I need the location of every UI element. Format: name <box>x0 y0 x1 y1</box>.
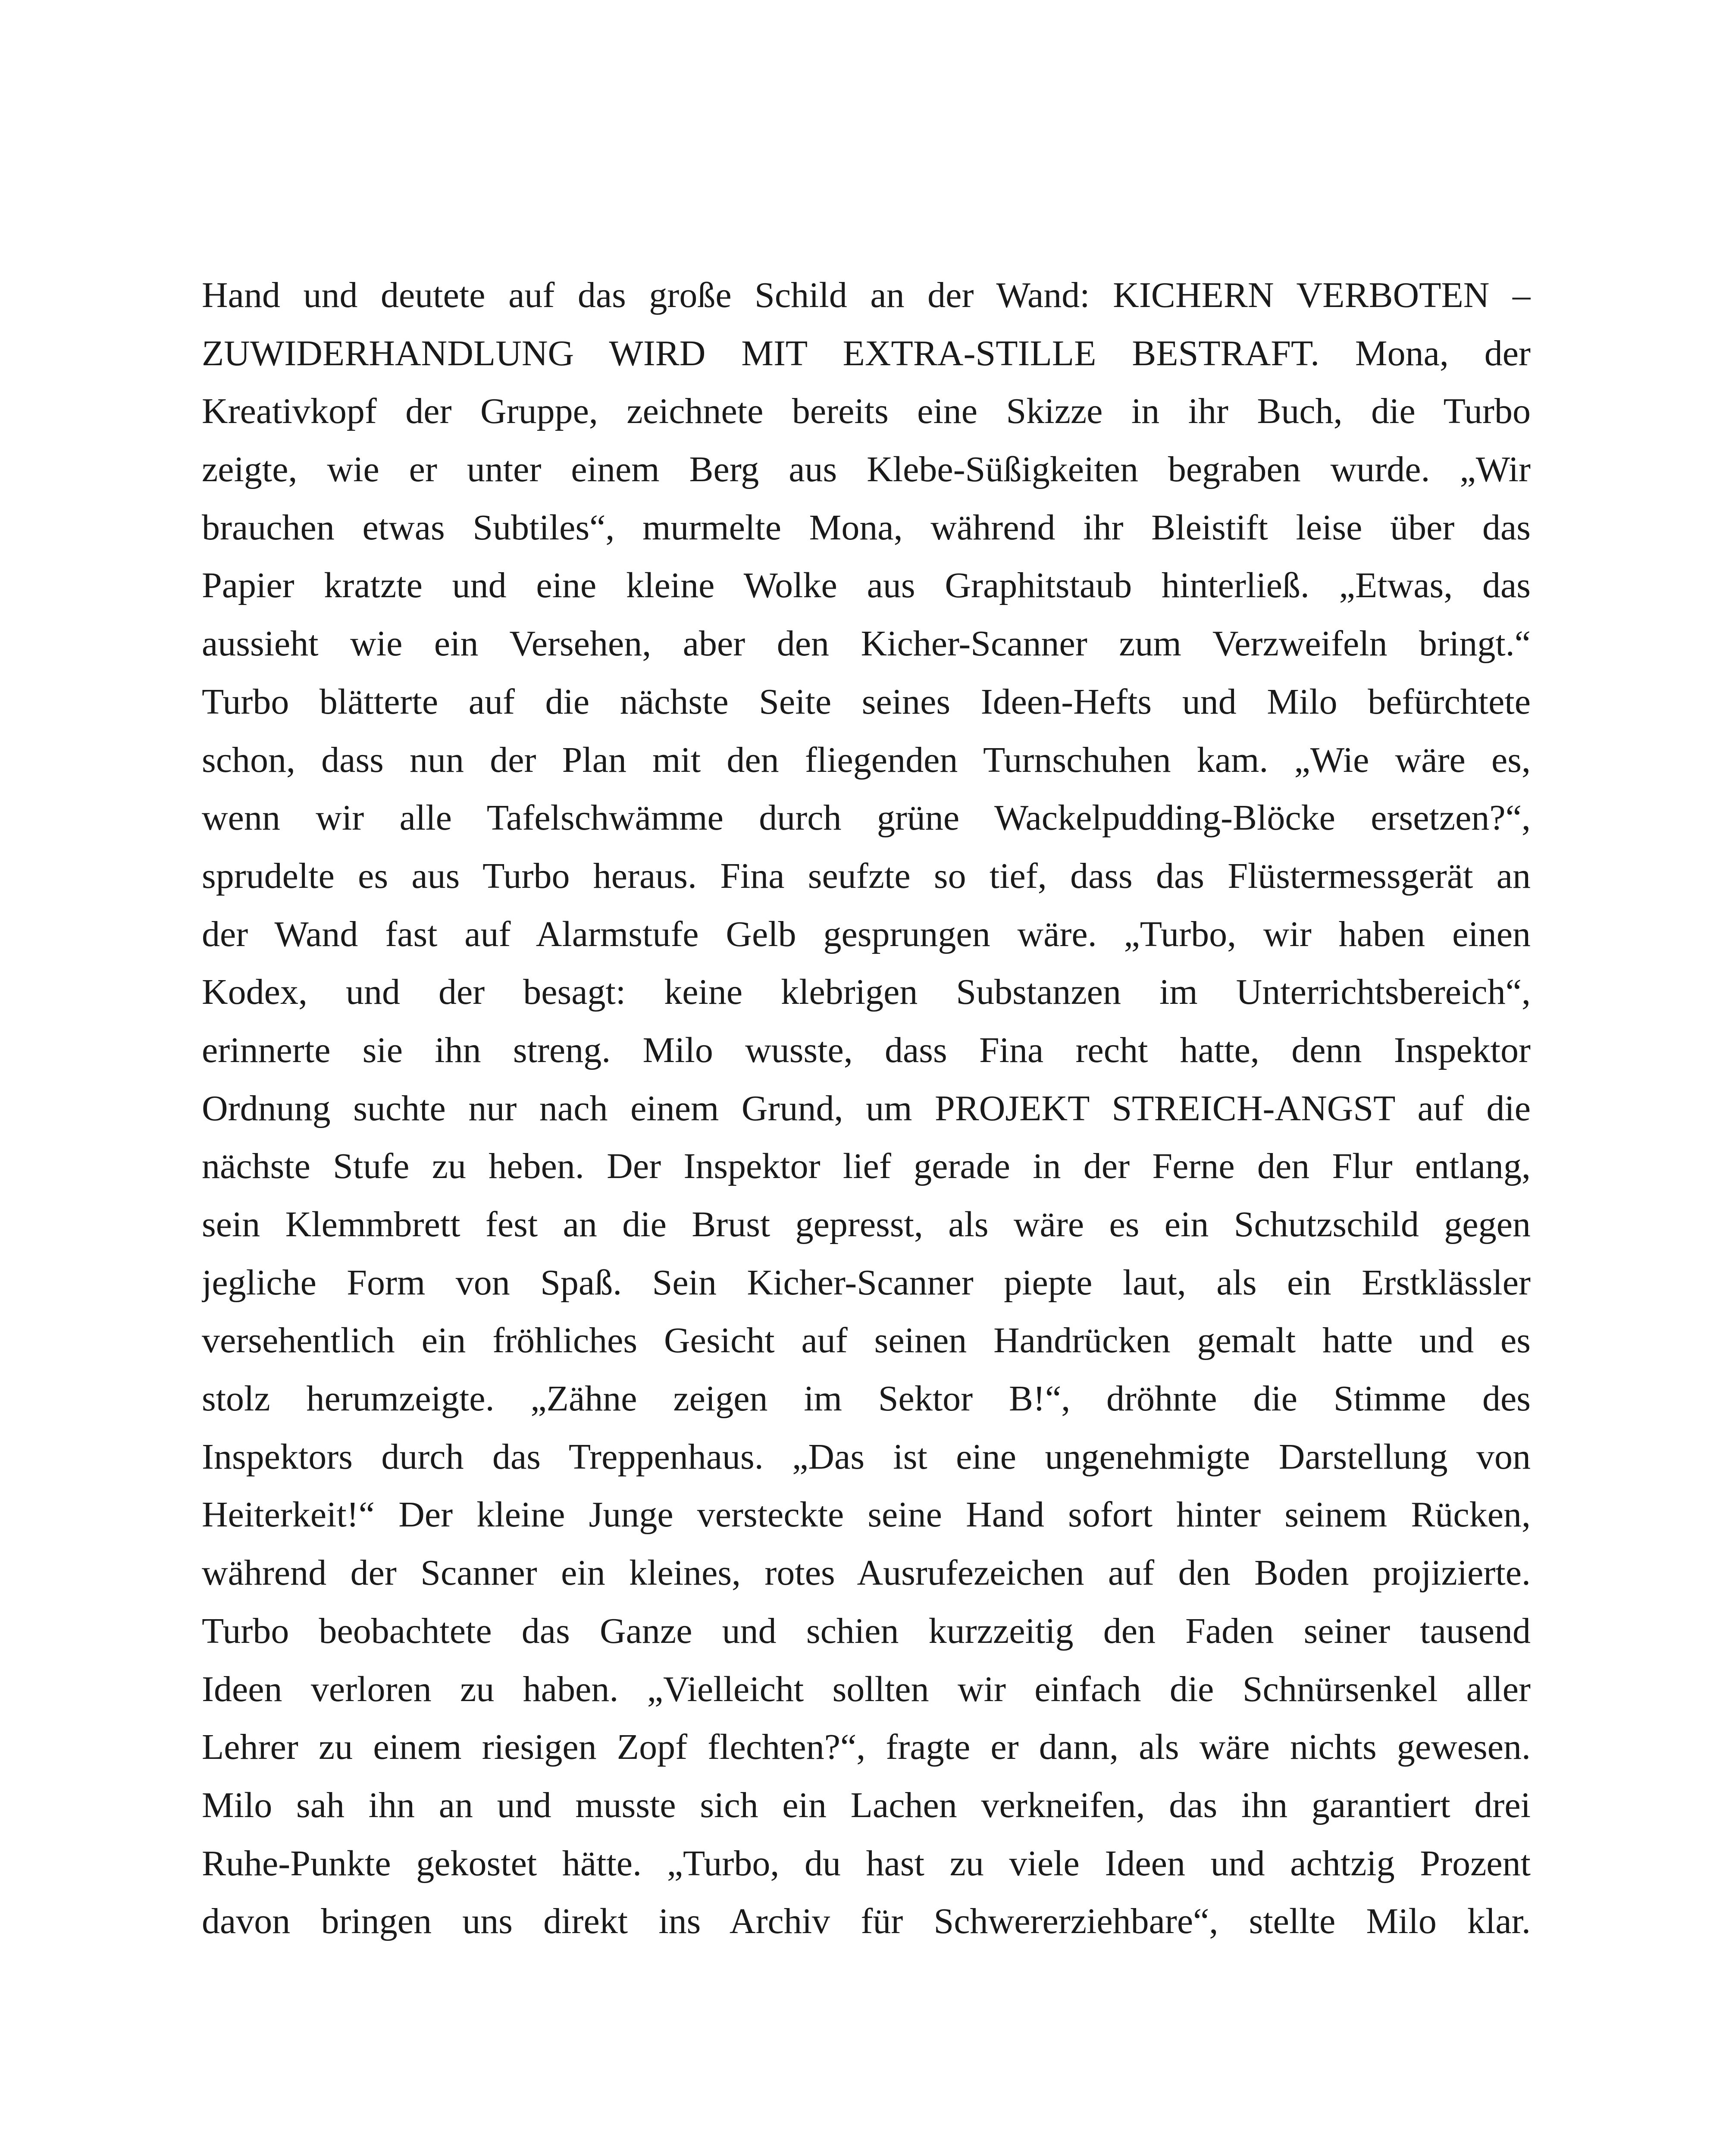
text-line: Kreativkopf der Gruppe, zeichnete bereits eine Skizze in ihr Buch, die Turbo <box>202 391 1531 432</box>
text-line: zeigte, wie er unter einem Berg aus Klebe-Süßigkeiten begraben wurde. „Wir <box>202 449 1531 490</box>
text-line: der Wand fast auf Alarmstufe Gelb gesprungen wäre. „Turbo, wir haben einen <box>202 914 1531 954</box>
text-line: ZUWIDERHANDLUNG WIRD MIT EXTRA-STILLE BESTRAFT. Mona, der <box>202 333 1531 373</box>
text-line: Kodex, und der besagt: keine klebrigen Substanzen im Unterrichtsbereich“, <box>202 972 1531 1012</box>
text-line: Inspektors durch das Treppenhaus. „Das ist eine ungenehmigte Darstellung von <box>202 1436 1531 1477</box>
text-line: sprudelte es aus Turbo heraus. Fina seufzte so tief, dass das Flüstermessgerät an <box>202 856 1531 896</box>
text-line: Turbo blätterte auf die nächste Seite seines Ideen-Hefts und Milo befürchtete <box>202 681 1531 722</box>
text-line: Turbo beobachtete das Ganze und schien kurzzeitig den Faden seiner tausend <box>202 1611 1531 1651</box>
text-line: davon bringen uns direkt ins Archiv für Schwererziehbare“, stellte Milo klar. <box>202 1901 1531 1942</box>
text-line: nächste Stufe zu heben. Der Inspektor lief gerade in der Ferne den Flur entlang, <box>202 1146 1531 1187</box>
text-line: sein Klemmbrett fest an die Brust gepresst, als wäre es ein Schutzschild gegen <box>202 1204 1531 1244</box>
text-line: Heiterkeit!“ Der kleine Junge versteckte seine Hand sofort hinter seinem Rücken, <box>202 1495 1531 1535</box>
body-text <box>202 266 1531 1951</box>
text-line: stolz herumzeigte. „Zähne zeigen im Sektor B!“, dröhnte die Stimme des <box>202 1379 1531 1419</box>
text-line: Lehrer zu einem riesigen Zopf flechten?“, fragte er dann, als wäre nichts gewesen. <box>202 1727 1531 1767</box>
text-line: erinnerte sie ihn streng. Milo wusste, dass Fina recht hatte, denn Inspektor <box>202 1030 1531 1070</box>
text-line: Papier kratzte und eine kleine Wolke aus Graphitstaub hinterließ. „Etwas, das <box>202 565 1531 606</box>
text-line: wenn wir alle Tafelschwämme durch grüne Wackelpudding-Blöcke ersetzen?“, <box>202 798 1531 838</box>
text-line: Ideen verloren zu haben. „Vielleicht sollten wir einfach die Schnürsenkel aller <box>202 1669 1531 1709</box>
text-line: Ordnung suchte nur nach einem Grund, um PROJEKT STREICH-ANGST auf die <box>202 1088 1531 1128</box>
text-line: versehentlich ein fröhliches Gesicht auf seinen Handrücken gemalt hatte und es <box>202 1320 1531 1361</box>
text-line: schon, dass nun der Plan mit den fliegenden Turnschuhen kam. „Wie wäre es, <box>202 740 1531 780</box>
text-line: während der Scanner ein kleines, rotes Ausrufezeichen auf den Boden projizierte. <box>202 1553 1531 1593</box>
text-line: Milo sah ihn an und musste sich ein Lachen verkneifen, das ihn garantiert drei <box>202 1785 1531 1825</box>
text-line: Hand und deutete auf das große Schild an der Wand: KICHERN VERBOTEN – <box>202 275 1531 315</box>
text-line: jegliche Form von Spaß. Sein Kicher-Scanner piepte laut, als ein Erstklässler <box>202 1262 1531 1303</box>
text-line: brauchen etwas Subtiles“, murmelte Mona, während ihr Bleistift leise über das <box>202 507 1531 548</box>
text-line: Ruhe-Punkte gekostet hätte. „Turbo, du hast zu viele Ideen und achtzig Prozent <box>202 1843 1531 1883</box>
text-line: aussieht wie ein Versehen, aber den Kicher-Scanner zum Verzweifeln bringt.“ <box>202 624 1531 664</box>
